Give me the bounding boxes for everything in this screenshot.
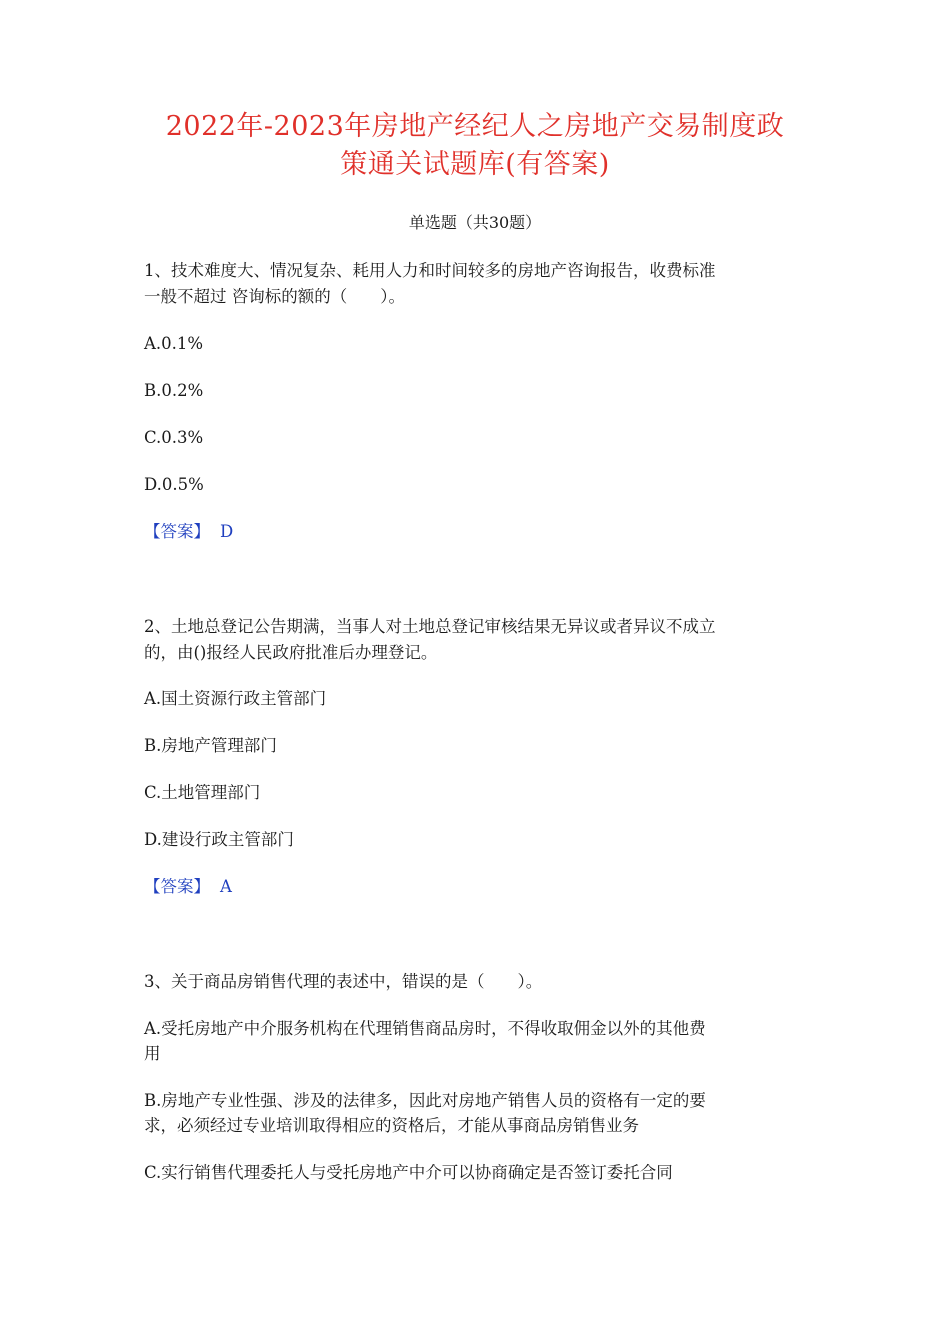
question-1-option-c: C.0.3% bbox=[144, 428, 204, 447]
question-3-stem: 3、关于商品房销售代理的表述中，错误的是（ ）。 bbox=[144, 972, 543, 991]
question-2-option-d: D.建设行政主管部门 bbox=[144, 830, 294, 849]
question-2-option-c: C.土地管理部门 bbox=[144, 783, 261, 802]
question-2-option-b: B.房地产管理部门 bbox=[144, 736, 277, 755]
question-2-option-a: A.国土资源行政主管部门 bbox=[144, 689, 327, 708]
question-3-option-b-line-1: B.房地产专业性强、涉及的法律多，因此对房地产销售人员的资格有一定的要 bbox=[144, 1091, 706, 1110]
section-title: 单选题（共30题） bbox=[408, 213, 542, 232]
question-1-option-a: A.0.1% bbox=[144, 334, 204, 353]
question-2-answer bbox=[144, 874, 232, 899]
question-1-stem-line-2: 一般不超过 咨询标的额的（ ）。 bbox=[144, 287, 405, 306]
question-3-option-a-line-2: 用 bbox=[144, 1044, 161, 1063]
answer-value: A bbox=[220, 877, 232, 896]
question-1-option-d: D.0.5% bbox=[144, 475, 204, 494]
question-1-option-b: B.0.2% bbox=[144, 381, 204, 400]
question-2-stem-line-1: 2、土地总登记公告期满，当事人对土地总登记审核结果无异议或者异议不成立 bbox=[144, 617, 716, 636]
title-line-1: 2022年-2023年房地产经纪人之房地产交易制度政 bbox=[165, 111, 785, 142]
title-line-2: 策通关试题库(有答案) bbox=[340, 149, 610, 180]
answer-label: 【答案】 bbox=[144, 877, 210, 896]
document-title bbox=[120, 108, 830, 184]
answer-label: 【答案】 bbox=[144, 522, 210, 541]
question-3-option-a-line-1: A.受托房地产中介服务机构在代理销售商品房时，不得收取佣金以外的其他费 bbox=[144, 1019, 706, 1038]
question-3-option-b-line-2: 求，必须经过专业培训取得相应的资格后，才能从事商品房销售业务 bbox=[144, 1116, 639, 1135]
question-1-answer bbox=[144, 519, 233, 544]
answer-value: D bbox=[220, 522, 234, 541]
question-1-stem-line-1: 1、技术难度大、情况复杂、耗用人力和时间较多的房地产咨询报告，收费标准 bbox=[144, 261, 716, 280]
question-3-option-c: C.实行销售代理委托人与受托房地产中介可以协商确定是否签订委托合同 bbox=[144, 1163, 673, 1182]
question-2-stem-line-2: 的，由()报经人民政府批准后办理登记。 bbox=[144, 643, 438, 662]
